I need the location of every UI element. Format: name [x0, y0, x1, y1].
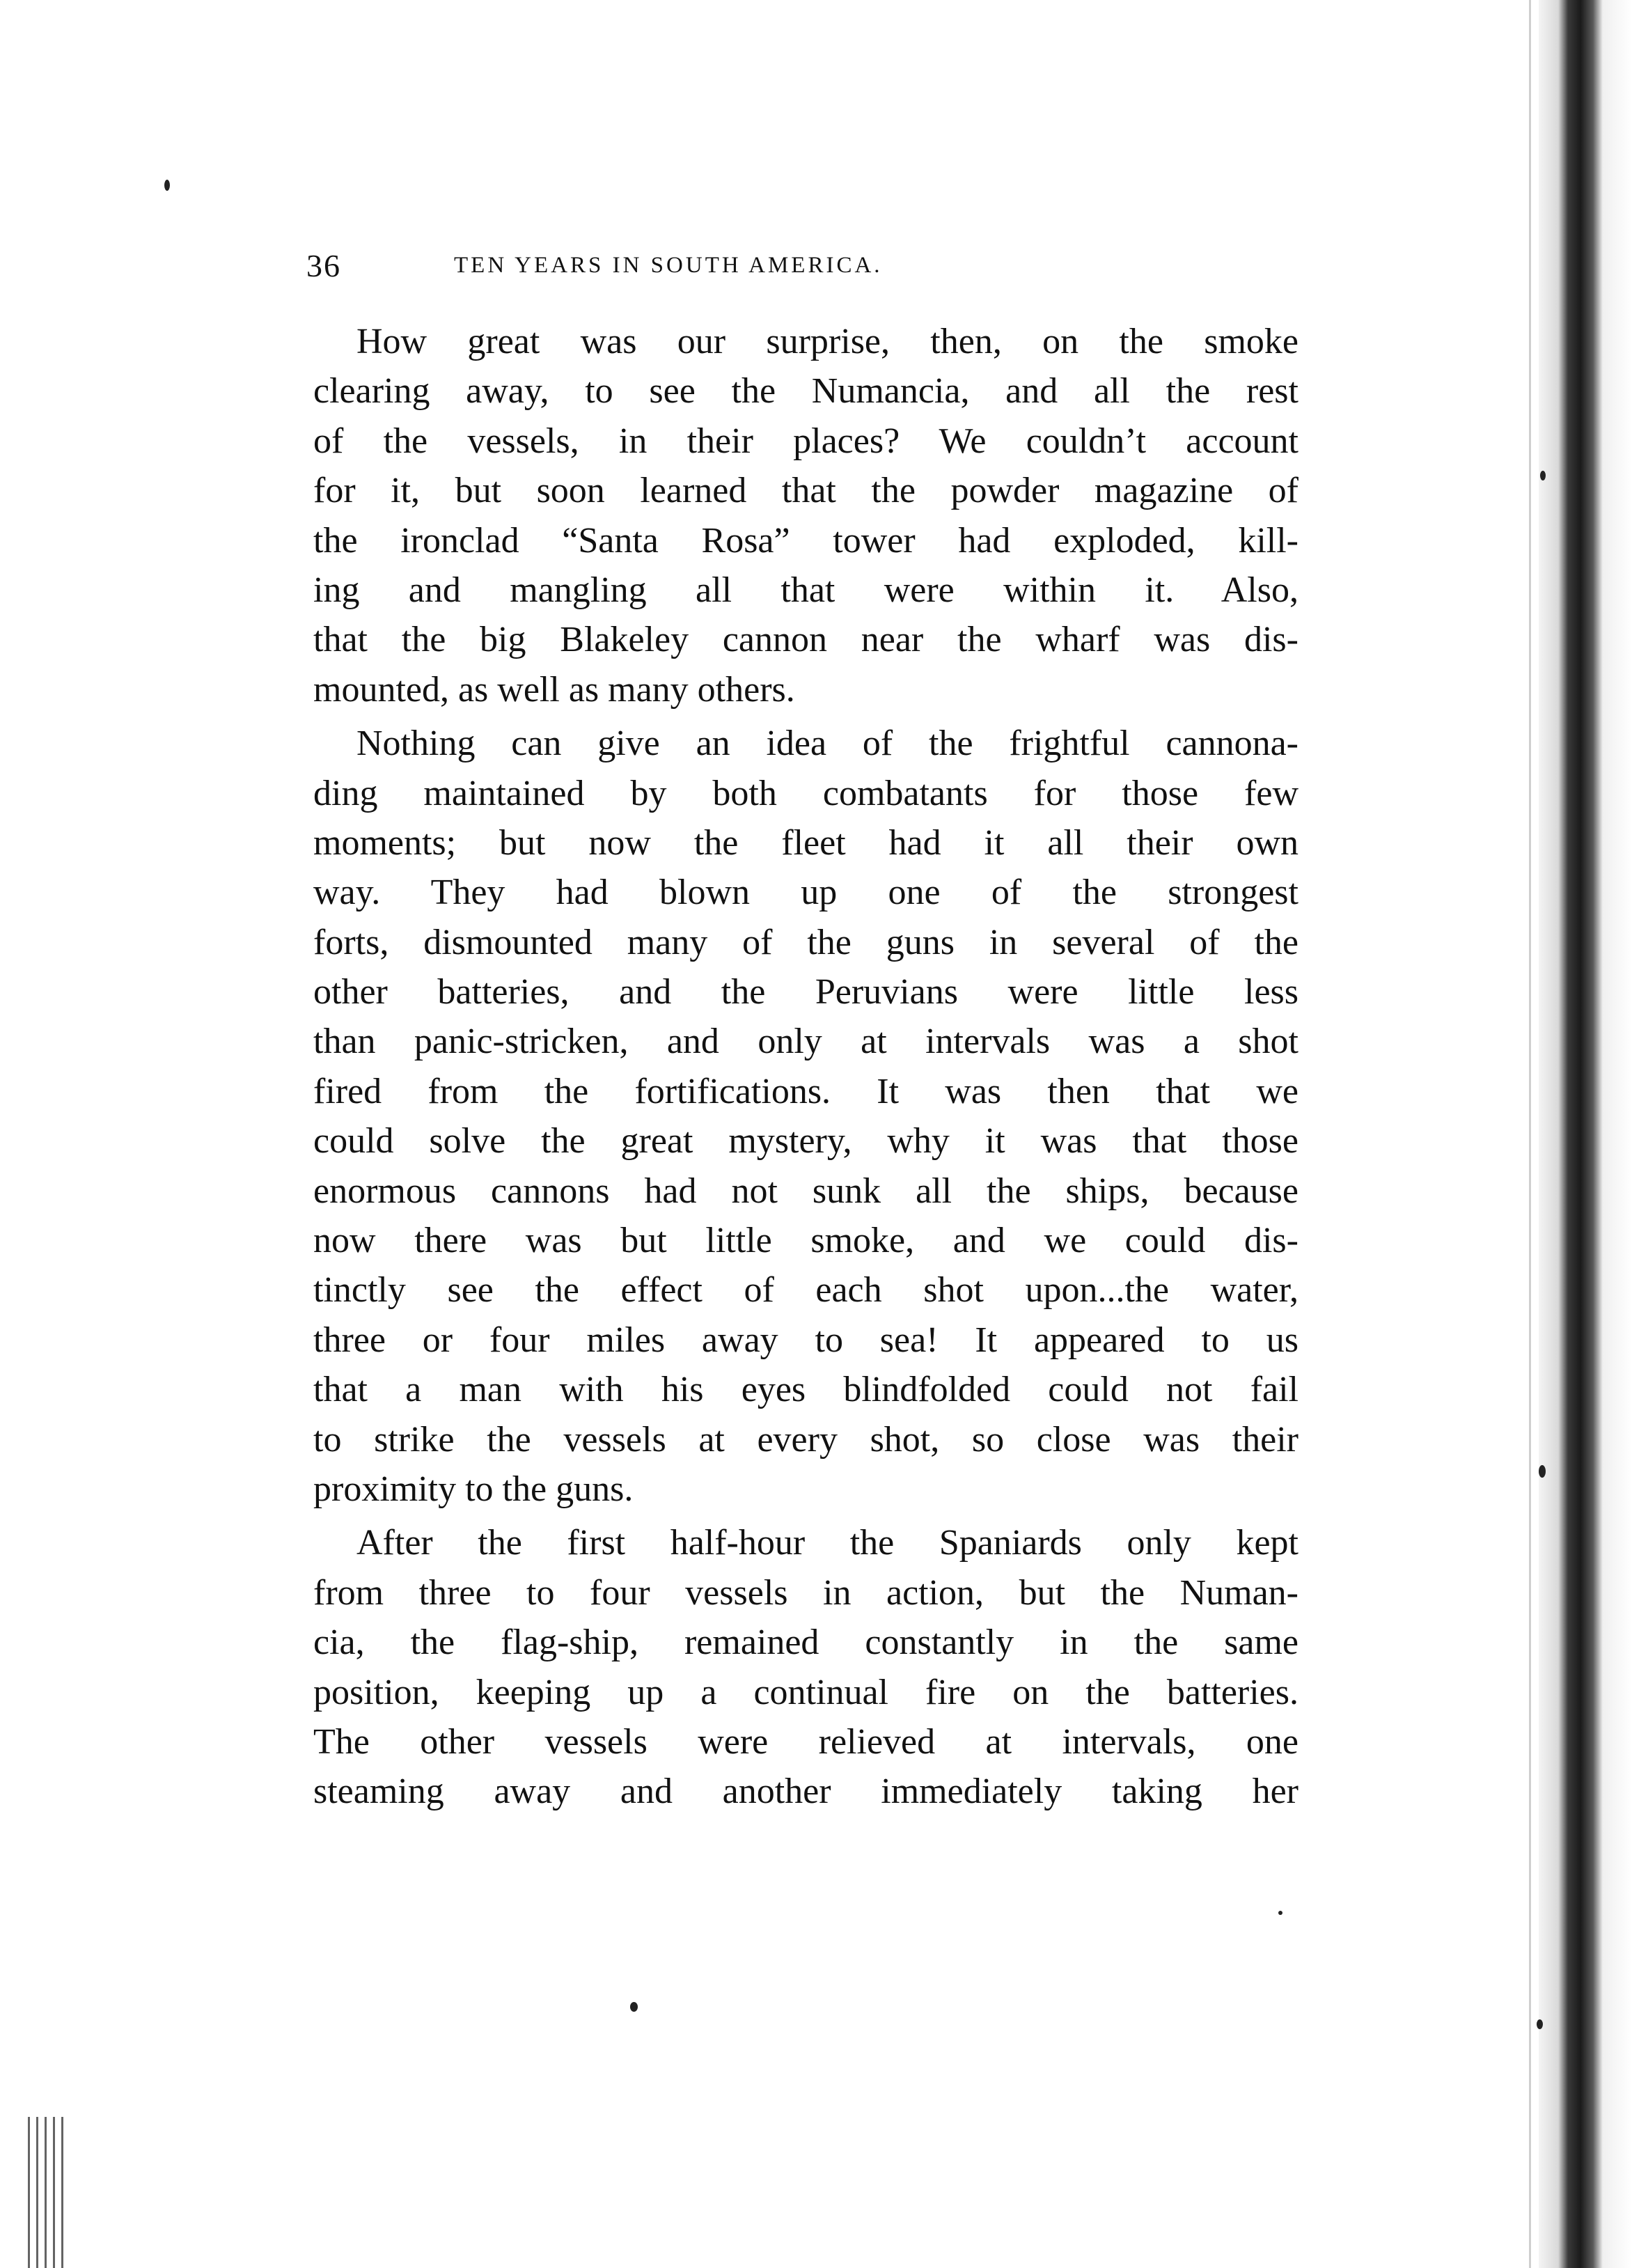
text-line: position, keeping up a continual fire on the batteries.	[313, 1672, 1298, 1712]
scan-speck	[630, 2002, 638, 2012]
text-line: than panic-stricken, and only at intervals was a shot	[313, 1022, 1298, 1062]
paragraph-3	[313, 1518, 1298, 1816]
text-line: The other vessels were relieved at intervals, one	[313, 1721, 1298, 1762]
scan-speck	[1539, 1465, 1546, 1478]
text-line: for it, but soon learned that the powder magazine of	[313, 471, 1298, 511]
text-line: to strike the vessels at every shot, so close was their	[313, 1419, 1298, 1460]
scan-speck	[1278, 1911, 1282, 1915]
text-line: clearing away, to see the Numancia, and all the rest	[313, 371, 1298, 412]
scan-speck	[1540, 471, 1546, 480]
text-line: from three to four vessels in action, but the Numan-	[313, 1572, 1298, 1613]
page-number: 36	[306, 248, 341, 283]
text-line: mounted, as well as many others.	[313, 669, 795, 710]
text-line: fired from the fortifications. It was then that we	[313, 1071, 1298, 1111]
text-line: could solve the great mystery, why it was that those	[313, 1121, 1298, 1162]
text-line: steaming away and another immediately taking her	[313, 1772, 1298, 1812]
text-line: three or four miles away to sea! It appeared to us	[313, 1320, 1298, 1360]
text-line: ing and mangling all that were within it. Also,	[313, 570, 1298, 610]
page-header	[306, 247, 1302, 296]
text-line: How great was our surprise, then, on the smoke	[356, 322, 1298, 361]
text-line: the ironclad “Santa Rosa” tower had exploded, kill-	[313, 520, 1298, 561]
text-line: that a man with his eyes blindfolded could not fail	[313, 1370, 1298, 1410]
page-edge-line	[1529, 0, 1531, 2268]
text-line: enormous cannons had not sunk all the ships, because	[313, 1171, 1298, 1211]
text-line: way. They had blown up one of the strongest	[313, 873, 1298, 913]
text-line: cia, the flag-ship, remained constantly in the same	[313, 1622, 1298, 1663]
scan-speck	[1537, 2019, 1543, 2029]
text-line: ding maintained by both combatants for those few	[313, 773, 1298, 813]
page-stack-edges	[28, 2117, 70, 2268]
text-line: Nothing can give an idea of the frightful cannona-	[356, 724, 1298, 764]
text-line: moments; but now the fleet had it all their own	[313, 822, 1298, 863]
text-line: tinctly see the effect of each shot upon...the water,	[313, 1270, 1298, 1311]
paragraph-2	[313, 719, 1298, 1514]
paragraph-1	[313, 317, 1298, 714]
text-line: now there was but little smoke, and we could dis-	[313, 1221, 1298, 1261]
text-line: proximity to the guns.	[313, 1469, 634, 1509]
body-text	[313, 317, 1298, 1821]
text-line: of the vessels, in their places? We couldn’t account	[313, 421, 1298, 461]
text-line: other batteries, and the Peruvians were little less	[313, 972, 1298, 1012]
running-title: TEN YEARS IN SOUTH AMERICA.	[454, 253, 883, 278]
scan-speck	[164, 180, 170, 191]
text-line: forts, dismounted many of the guns in several of the	[313, 922, 1298, 962]
text-line: that the big Blakeley cannon near the wharf was dis-	[313, 620, 1298, 660]
book-spine	[1539, 0, 1632, 2268]
text-line: After the first half-hour the Spaniards only kept	[356, 1523, 1298, 1563]
